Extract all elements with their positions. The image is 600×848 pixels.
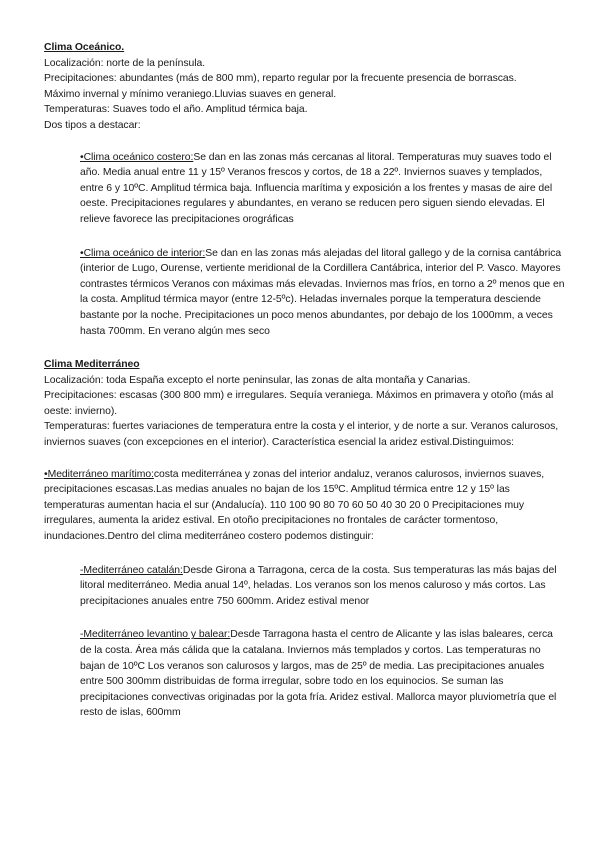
mediterranean-maritime-paragraph: [44, 467, 560, 545]
oceanic-maxima: Máximo invernal y mínimo veraniego.Lluvias suaves en general.: [44, 88, 337, 100]
mediterranean-maritime-label: •Mediterráneo marítimo:: [44, 468, 154, 480]
document-page: [44, 40, 564, 721]
mediterranean-maritime-text: costa mediterránea y zonas del interior andaluz, veranos calurosos, inviernos suaves, precipitaciones escasas.Las medias anuales no bajan de los 15ºC. Amplitud térmica entre 12 y 15º las temperaturas aumentan hacia el sur (Andalucía). 110 100 90 80 70 60 50 40 30 20 0 Precipitaciones muy irregulares, aumenta la aridez estival. En otoño precipitaciones no frontales de carácter tormentoso, inundaciones.Dentro del clima mediterráneo costero podemos distinguir:: [44, 468, 545, 543]
mediterranean-title: Clima Mediterráneo: [44, 359, 140, 371]
oceanic-coastal-section: [80, 150, 566, 228]
oceanic-temperatures: Temperaturas: Suaves todo el año. Amplitud térmica baja.: [44, 104, 308, 116]
oceanic-interior-section: [80, 246, 566, 340]
oceanic-title: Clima Oceánico.: [44, 42, 125, 53]
oceanic-precipitation: Precipitaciones: abundantes (más de 800 mm), reparto regular por la frecuente presencia de borrascas.: [44, 73, 517, 85]
oceanic-interior-text: Se dan en las zonas más alejadas del litoral gallego y de la cornisa cantábrica (interior de Lugo, Ourense, vertiente meridional de la Cordillera Cantábrica, interior del P. Vasco. Mayores contrastes térmicos Veranos con máximas más elevadas. Inviernos mas fríos, en torno a 2º menos que en la costa. Amplitud térmica mayor (entre 12-5ºc). Heladas invernales porque la temperatura desciende bastante por la noche. Precipitaciones un poco menos abundantes, por debajo de los 1000mm, a veces hasta 700mm. En verano algún mes seco: [80, 247, 565, 337]
mediterranean-catalan-section: [80, 563, 566, 610]
mediterranean-levante-label: -Mediterráneo levantino y balear:: [80, 629, 231, 641]
mediterranean-catalan-paragraph: [80, 563, 566, 610]
mediterranean-temperatures: Temperaturas: fuertes variaciones de temperatura entre la costa y el interior, y de norte a sur. Veranos calurosos, inviernos suaves (con excepciones en el interior). Característica esencial la aridez estival.Distinguimos:: [44, 421, 559, 449]
oceanic-interior-label: •Clima oceánico de interior:: [80, 247, 206, 259]
mediterranean-levante-text: Desde Tarragona hasta el centro de Alicante y las islas baleares, cerca de la costa. Área más cálida que la catalana. Inviernos más templados y cortos. Las temperaturas no bajan de 10ºC Los veranos son calurosos y largos, mas de 25º de media. Las precipitaciones anuales entre 500 300mm distribuidas de forma irregular, sobre todo en los equinocios. Se suman las precipitaciones convectivas originadas por la gota fría. Aridez estival. Mallorca mayor pluviometría que el resto de islas, 600mm: [80, 629, 557, 719]
mediterranean-catalan-label: -Mediterráneo catalán:: [80, 564, 183, 576]
mediterranean-catalan-text: Desde Girona a Tarragona, cerca de la costa. Sus temperaturas las más bajas del litoral mediterráneo. Media anual 14º, heladas. Los veranos son los menos caluroso y más cortos. Las precipitaciones anuales entre 750 600mm. Aridez estival menor: [80, 564, 557, 607]
mediterranean-precipitation: Precipitaciones: escasas (300 800 mm) e irregulares. Sequía veraniega. Máximos en primavera y otoño (más al oeste: invierno).: [44, 390, 554, 417]
oceanic-types-intro: Dos tipos a destacar:: [44, 119, 141, 131]
mediterranean-location: Localización: toda España excepto el norte peninsular, las zonas de alta montaña y Canarias.: [44, 374, 471, 386]
oceanic-coastal-label: •Clima oceánico costero:: [80, 151, 194, 163]
oceanic-coastal-text: Se dan en las zonas más cercanas al litoral. Temperaturas muy suaves todo el año. Media anual entre 11 y 15º Veranos frescos y cortos, de 18 a 22º. Inviernos suaves y templados, entre 6 y 10ºC. Amplitud térmica baja. Influencia marítima y exposición a los frentes y masas de aire del oeste. Precipitaciones regulares y abundantes, en verano se reducen pero siguen siendo elevadas. El relieve favorece las precipitaciones orográficas: [80, 151, 553, 225]
oceanic-interior-paragraph: [80, 246, 566, 340]
oceanic-location: Localización: norte de la península.: [44, 57, 206, 69]
mediterranean-levante-section: [80, 627, 566, 721]
oceanic-coastal-paragraph: [80, 150, 566, 228]
mediterranean-levante-paragraph: [80, 627, 566, 721]
